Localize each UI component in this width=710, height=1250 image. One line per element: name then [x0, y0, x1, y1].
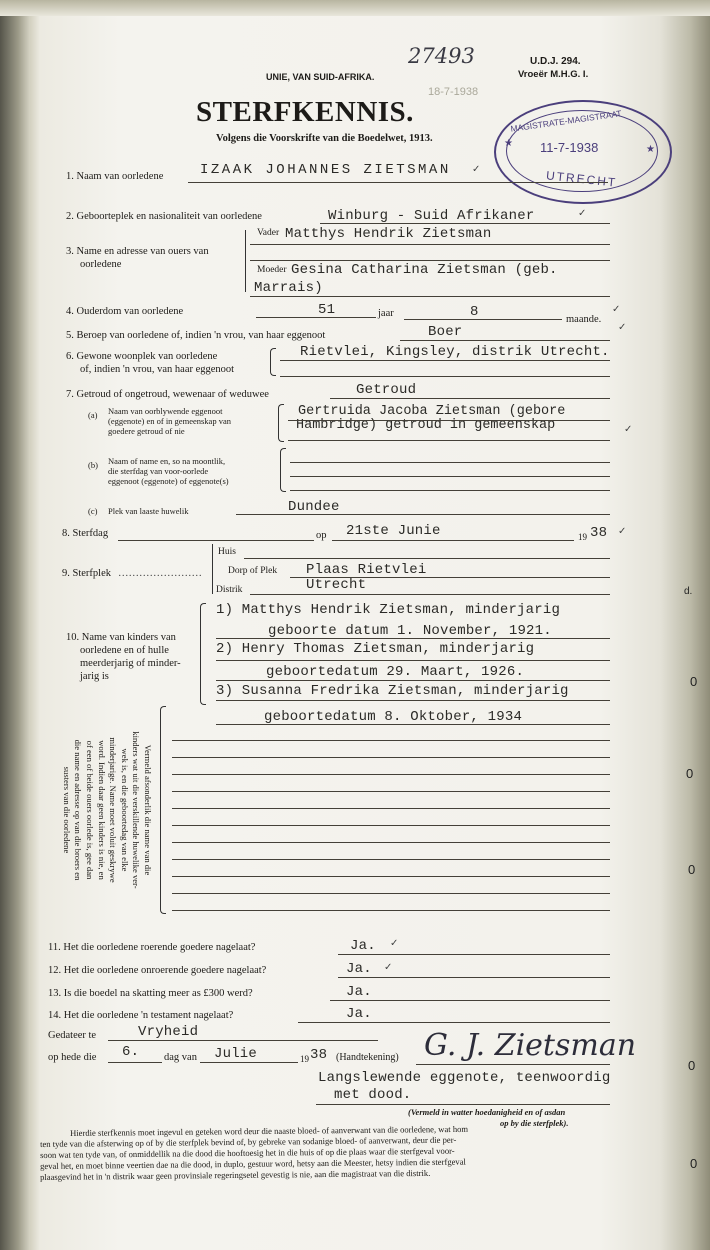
blank-line [172, 757, 610, 758]
margin-zero: 0 [690, 674, 698, 689]
place-value: Vryheid [138, 1024, 199, 1040]
field-5-label: 5. Beroep van oorledene of, indien 'n vrou, van haar eggenoot [66, 330, 326, 341]
field-10-label-a: 10. Name van kinders van [66, 632, 176, 643]
blank-line [172, 774, 610, 775]
field-7a-label-a: Naam van oorblywende eggenoot [108, 406, 223, 416]
margin-zero: 0 [686, 766, 694, 781]
field-12-line [338, 977, 610, 978]
field-3-label-a: 3. Name en adresse van ouers van [66, 246, 209, 257]
vertical-note-line: Vermeld afsonderlik die name van die [143, 744, 153, 876]
field-12-value: Ja. [346, 961, 372, 977]
field-7a-line-2 [288, 440, 610, 441]
field-2-value: Winburg - Suid Afrikaner [328, 208, 535, 224]
check-mark-icon: ✓ [612, 304, 621, 315]
field-8-line-a [118, 540, 314, 541]
field-13-line [330, 1000, 610, 1001]
field-3-brace [245, 230, 246, 292]
binding-edge [0, 0, 30, 1250]
month-value: Julie [214, 1046, 258, 1062]
field-14-value: Ja. [346, 1006, 372, 1022]
field-9-distrik: Distrik [216, 585, 243, 595]
field-7a-tag: (a) [88, 410, 98, 420]
field-13-value: Ja. [346, 984, 372, 1000]
margin-zero: 0 [690, 1156, 698, 1171]
reference-number: 27493 [408, 44, 475, 68]
field-7a-value-2: Hambridge) getroud in gemeenskap [296, 418, 556, 433]
form-title: STERFKENNIS. [196, 96, 414, 128]
stamp-bottom-text: UTRECHT [545, 168, 618, 190]
field-3-label-b: oorledene [80, 259, 122, 270]
field-3-vader-label: Vader [257, 228, 280, 238]
form-code: U.D.J. 294. [530, 56, 581, 67]
field-4-months: 8 [470, 304, 479, 320]
blank-line [172, 859, 610, 860]
stamp-star-icon: ★ [504, 138, 513, 149]
place-line [108, 1040, 378, 1041]
children-line-3 [216, 680, 610, 681]
vertical-note [55, 712, 155, 908]
field-9-label: 9. Sterfplek [62, 568, 111, 579]
field-10-brace [200, 603, 206, 705]
vertical-note-line: wek is, en die geboortedag van elke [119, 748, 130, 872]
children-line-1 [216, 638, 610, 639]
footer-line: ten tyde van die afsterwing op of by die sterfplek bevind of, by gebreke van sodanige bloed- of aanverwant, deur die per- [40, 1134, 457, 1149]
field-7a-line-1 [288, 420, 610, 421]
year-value: 38 [310, 1047, 328, 1063]
vertical-note-line: of een of beide ouers oorlede is, gee dan [85, 740, 96, 880]
vertical-note-line: kinders wat uit die verskillende huwelike ver- [131, 731, 142, 889]
day-value: 6. [122, 1044, 140, 1060]
footer-line: plaasgevind het in 'n distrik waar geen provinsiale regeringsetel gevestig is nie, aan die magistraat van die distrik. [40, 1167, 431, 1182]
form-prev-code: Vroeër M.H.G. I. [518, 69, 589, 80]
field-5-value: Boer [428, 324, 463, 340]
field-3-moeder-label: Moeder [257, 265, 287, 275]
op-hede-label: op hede die [48, 1052, 97, 1063]
union-heading: UNIE, VAN SUID-AFRIKA. [266, 72, 375, 82]
children-line-2 [216, 660, 610, 661]
field-3-line-3 [250, 296, 610, 297]
field-10-label-d: jarig is [80, 671, 109, 682]
margin-d: d. [684, 586, 693, 597]
capacity-line-2: met dood. [334, 1087, 412, 1103]
top-edge [0, 0, 710, 16]
stamp-top-text: MAGISTRATE-MAGISTRAAT [509, 108, 623, 134]
field-4-maande: maande. [566, 314, 602, 325]
children-line-5 [216, 724, 610, 725]
field-11-label: 11. Het die oorledene roerende goedere nagelaat? [48, 942, 256, 953]
field-6-label-a: 6. Gewone woonplek van oorledene [66, 351, 218, 362]
blank-line [172, 808, 610, 809]
margin-zero: 0 [688, 862, 696, 877]
field-11-value: Ja. [350, 938, 376, 954]
field-7a-brace [278, 404, 284, 442]
field-1-value: IZAAK JOHANNES ZIETSMAN [200, 162, 451, 178]
vertical-note-line: die name en adresse op van die broers en [73, 739, 84, 881]
check-mark-icon: ✓ [472, 164, 481, 175]
child-1-birth: geboorte datum 1. November, 1921. [268, 623, 552, 639]
footer-line: soon wat ten tyde van, of onmiddellik na die dood die hooftoesig het in die huis of op die plaas waar die sterfgeval voor- [40, 1145, 455, 1160]
blank-line [172, 825, 610, 826]
field-8-op: op [316, 530, 327, 541]
field-7-value: Getroud [356, 382, 417, 398]
capacity-note-2: op by die sterfplek). [500, 1118, 569, 1128]
field-3-moeder-value-2: Marrais) [254, 280, 323, 296]
field-6-value: Rietvlei, Kingsley, distrik Utrecht. [300, 344, 610, 360]
check-mark-icon: ✓ [390, 938, 399, 949]
field-1-label: 1. Naam van oorledene [66, 171, 164, 182]
field-14-label: 14. Het die oorledene 'n testament nagelaat? [48, 1010, 234, 1021]
field-9-line-3 [250, 594, 610, 595]
faded-date: 18-7-1938 [428, 86, 479, 98]
margin-zero: 0 [688, 1058, 696, 1073]
child-3-birth: geboortedatum 8. Oktober, 1934 [264, 709, 523, 725]
footer-line: geval het, en moet binne veertien dae na die dood, in duplo, gestuur word, hetsy aan die Meester, hetsy indien die sterfgeval [40, 1156, 466, 1171]
field-7a-label-b: (eggenote) en of in gemeenskap van [108, 416, 231, 426]
field-9-brace [212, 544, 213, 594]
stamp-star-icon: ★ [646, 144, 655, 155]
capacity-line [316, 1104, 610, 1105]
field-3-vader-value: Matthys Hendrik Zietsman [285, 226, 492, 242]
field-9-huis: Huis [218, 547, 236, 557]
field-7c-value: Dundee [288, 499, 340, 515]
signature: G. J. Zietsman [424, 1028, 637, 1063]
field-7b-brace [280, 448, 286, 492]
field-4-label: 4. Ouderdom van oorledene [66, 306, 184, 317]
check-mark-icon: ✓ [618, 526, 627, 537]
field-12-label: 12. Het die oorledene onroerende goedere nagelaat? [48, 965, 267, 976]
field-4-years: 51 [318, 302, 336, 318]
vertical-note-brace [160, 706, 166, 914]
child-2-birth: geboortedatum 29. Maart, 1926. [266, 664, 525, 680]
field-7-label: 7. Getroud of ongetroud, wewenaar of weduwee [66, 389, 269, 400]
field-3-line-1 [250, 244, 610, 245]
capacity-line-1: Langslewende eggenote, teenwoordig [318, 1070, 611, 1086]
field-10-label-b: oorledene en of hulle [80, 645, 169, 656]
field-7b-line-2 [290, 476, 610, 477]
field-6-brace [270, 348, 276, 376]
field-7c-line [236, 514, 610, 515]
year-prefix: 19 [300, 1054, 309, 1064]
field-2-label: 2. Geboorteplek en nasionaliteit van oorledene [66, 211, 262, 222]
handtekening-label: (Handtekening) [336, 1052, 399, 1063]
field-8-label: 8. Sterfdag [62, 528, 109, 539]
field-7a-value-1: Gertruida Jacoba Zietsman (gebore [298, 404, 566, 419]
blank-line [172, 910, 610, 911]
field-2-line [320, 223, 610, 224]
form-subtitle: Volgens die Voorskrifte van die Boedelwet, 1913. [216, 133, 433, 144]
field-7b-line-1 [290, 462, 610, 463]
field-7b-label-c: eggenoot (eggenote) of eggenote(s) [108, 476, 229, 486]
field-4-jaar: jaar [378, 308, 394, 319]
field-7b-label-b: die sterfdag van voor-oorlede [108, 466, 209, 476]
blank-line [172, 740, 610, 741]
magistrate-stamp [494, 100, 672, 204]
children-line-4 [216, 700, 610, 701]
field-9-dots: …………………… [118, 568, 202, 579]
vertical-note-line: minderjarige. Name moet voluit geskrywe [108, 737, 119, 883]
field-7c-label: Plek van laaste huwelik [108, 506, 189, 516]
vertical-note-line: susters van die oorledene [61, 766, 72, 854]
field-5-line [400, 340, 610, 341]
day-line [108, 1062, 162, 1063]
field-7b-label-a: Naam of name en, so na moontlik, [108, 456, 226, 466]
stamp-date: 11-7-1938 [540, 140, 599, 155]
field-6-label-b: of, indien 'n vrou, van haar eggenoot [80, 364, 235, 375]
field-7-line [330, 398, 610, 399]
field-4-line-a [256, 317, 376, 318]
field-10-label-c: meerderjarig of minder- [80, 658, 181, 669]
field-3-moeder-value: Gesina Catharina Zietsman (geb. [291, 262, 558, 278]
field-9-line-1 [244, 558, 610, 559]
field-9-dorp: Dorp of Plek [228, 566, 278, 576]
field-8-value: 21ste Junie [346, 523, 441, 539]
field-4-line-b [404, 319, 562, 320]
footer-line: Hierdie sterfkennis moet ingevul en geteken word deur die naaste bloed- of aanverwant van die oorledene, wat hom [70, 1123, 469, 1138]
gedateer-label: Gedateer te [48, 1030, 97, 1041]
field-9-distrik-value: Utrecht [306, 577, 367, 593]
field-8-year: 38 [590, 525, 608, 541]
blank-line [172, 842, 610, 843]
field-3-line-2 [250, 260, 610, 261]
dag-van-label: dag van [164, 1052, 197, 1063]
capacity-note-1: (Vermeld in watter hoedanigheid en of asdan [408, 1107, 566, 1117]
blank-line [172, 791, 610, 792]
field-7b-line-3 [290, 490, 610, 491]
vertical-note-line: word. Indien daar geen kinders is nie, en [96, 740, 107, 880]
field-11-line [338, 954, 610, 955]
field-7b-tag: (b) [88, 460, 98, 470]
field-8-line-b [332, 540, 574, 541]
check-mark-icon: ✓ [384, 962, 393, 973]
field-7c-tag: (c) [88, 506, 98, 516]
check-mark-icon: ✓ [624, 424, 633, 435]
field-7a-label-c: goedere getroud of nie [108, 426, 185, 436]
field-1-line [188, 182, 608, 183]
field-6-line-1 [280, 360, 610, 361]
field-13-label: 13. Is die boedel na skatting meer as £300 werd? [48, 988, 253, 999]
child-1-name: 1) Matthys Hendrik Zietsman, minderjarig [216, 602, 561, 618]
child-2-name: 2) Henry Thomas Zietsman, minderjarig [216, 641, 535, 657]
check-mark-icon: ✓ [618, 322, 627, 333]
signature-line [416, 1064, 610, 1065]
child-3-name: 3) Susanna Fredrika Zietsman, minderjarig [216, 683, 569, 699]
field-14-line [298, 1022, 610, 1023]
field-9-dorp-value: Plaas Rietvlei [306, 562, 427, 578]
month-line [200, 1062, 298, 1063]
field-8-year-prefix: 19 [578, 532, 587, 542]
check-mark-icon: ✓ [578, 208, 587, 219]
blank-line [172, 893, 610, 894]
field-6-line-2 [280, 376, 610, 377]
blank-line [172, 876, 610, 877]
